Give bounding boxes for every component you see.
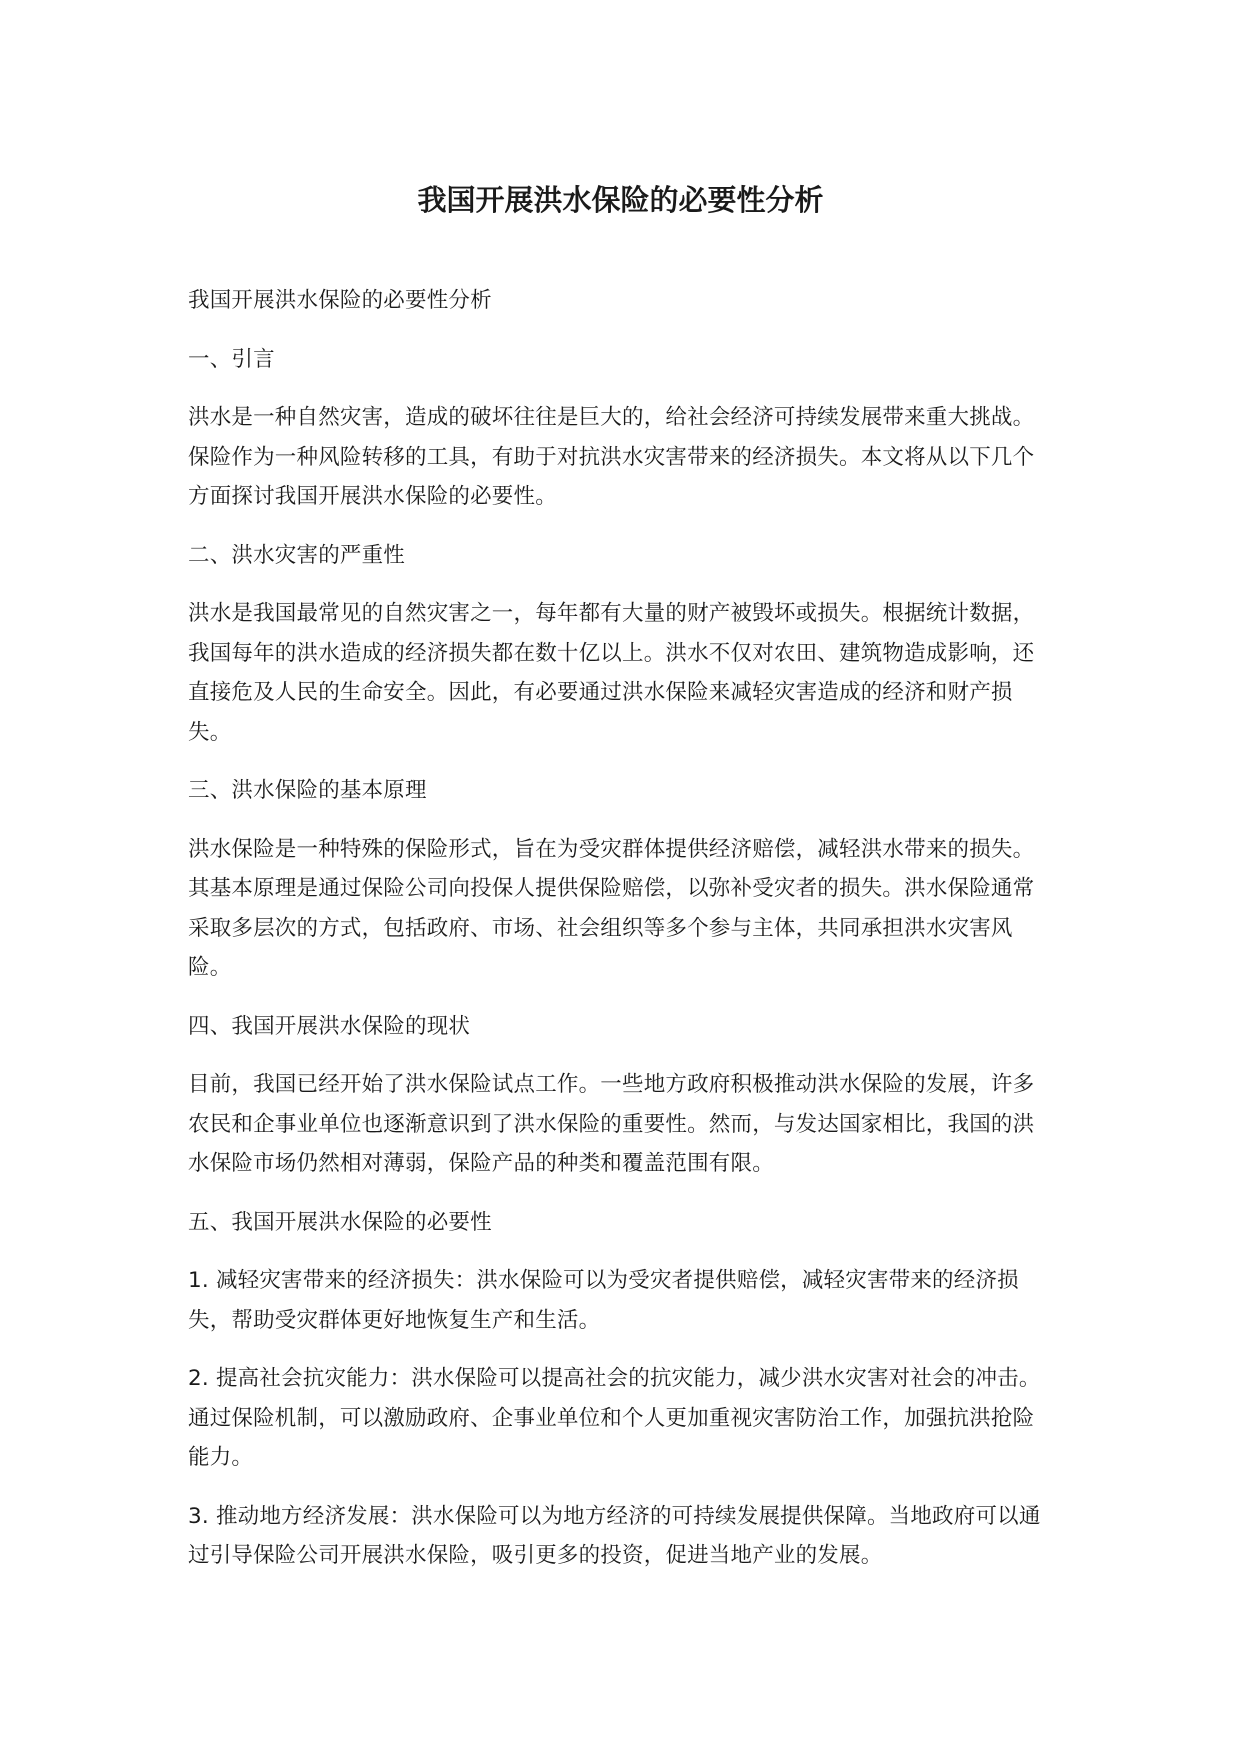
section-heading-introduction: 一、引言 <box>188 346 275 372</box>
body-paragraph: 目前，我国已经开始了洪水保险试点工作。一些地方政府积极推动洪水保险的发展，许多农民和企事业单位也逐渐意识到了洪水保险的重要性。然而，与发达国家相比，我国的洪水保险市场仍然相对薄弱，保险产品的种类和覆盖范围有限。 <box>188 1072 1035 1176</box>
body-paragraph: 洪水是我国最常见的自然灾害之一，每年都有大量的财产被毁坏或损失。根据统计数据，我国每年的洪水造成的经济损失都在数十亿以上。洪水不仅对农田、建筑物造成影响，还直接危及人民的生命安全。因此，有必要通过洪水保险来减轻灾害造成的经济和财产损失。 <box>188 601 1035 745</box>
body-paragraph: 洪水是一种自然灾害，造成的破坏往往是巨大的，给社会经济可持续发展带来重大挑战。保险作为一种风险转移的工具，有助于对抗洪水灾害带来的经济损失。本文将从以下几个方面探讨我国开展洪水保险的必要性。 <box>188 405 1035 509</box>
list-item-paragraph: 3. 推动地方经济发展：洪水保险可以为地方经济的可持续发展提供保障。当地政府可以通过引导保险公司开展洪水保险，吸引更多的投资，促进当地产业的发展。 <box>188 1503 1041 1568</box>
section-heading-status: 四、我国开展洪水保险的现状 <box>188 1013 471 1039</box>
subtitle-paragraph: 我国开展洪水保险的必要性分析 <box>188 288 492 313</box>
section-heading-principles: 三、洪水保险的基本原理 <box>188 778 427 803</box>
list-item-paragraph: 1. 减轻灾害带来的经济损失：洪水保险可以为受灾者提供赔偿，减轻灾害带来的经济损失，帮助受灾群体更好地恢复生产和生活。 <box>188 1268 1019 1333</box>
document-title: 我国开展洪水保险的必要性分析 <box>417 183 824 217</box>
body-paragraph: 洪水保险是一种特殊的保险形式，旨在为受灾群体提供经济赔偿，减轻洪水带来的损失。其基本原理是通过保险公司向投保人提供保险赔偿，以弥补受灾者的损失。洪水保险通常采取多层次的方式，包括政府、市场、社会组织等多个参与主体，共同承担洪水灾害风险。 <box>188 836 1035 980</box>
document-body <box>188 281 1046 1595</box>
list-item-paragraph: 2. 提高社会抗灾能力：洪水保险可以提高社会的抗灾能力，减少洪水灾害对社会的冲击。通过保险机制，可以激励政府、企事业单位和个人更加重视灾害防治工作，加强抗洪抢险能力。 <box>188 1366 1041 1470</box>
section-heading-necessity: 五、我国开展洪水保险的必要性 <box>188 1209 492 1235</box>
section-heading-severity: 二、洪水灾害的严重性 <box>188 542 406 568</box>
